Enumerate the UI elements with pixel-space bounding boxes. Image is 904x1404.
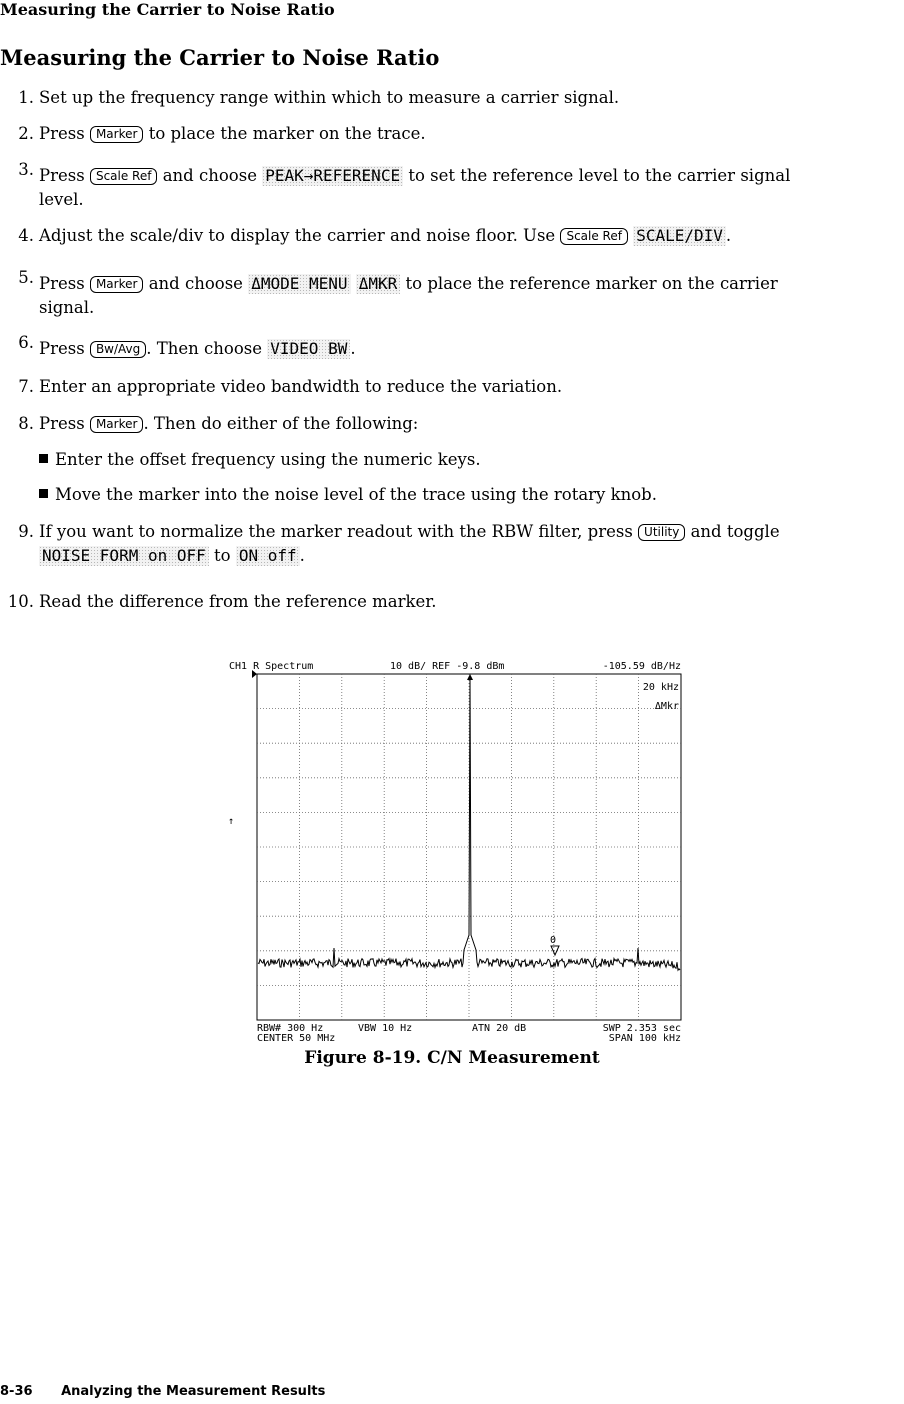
marker-hardkey: Marker: [90, 276, 143, 293]
step-9: [0, 520, 904, 568]
step-text: to: [214, 546, 231, 565]
step-text: Press: [39, 124, 85, 143]
screen-vbw: VBW 10 Hz: [358, 1023, 413, 1034]
figure-caption: Figure 8-19. C/N Measurement: [304, 1048, 600, 1068]
screen-channel-label: CH1 R Spectrum: [229, 661, 314, 672]
utility-hardkey: Utility: [638, 524, 685, 541]
step-1: [0, 86, 904, 110]
step-10: [0, 590, 904, 614]
screen-span: SPAN 100 kHz: [608, 1033, 681, 1044]
step-number: 8.: [18, 414, 34, 433]
bullet-text: Move the marker into the noise level of the trace using the rotary knob.: [55, 485, 657, 504]
step-5: [0, 268, 904, 320]
step-number: 9.: [18, 522, 34, 541]
screen-center-frequency: CENTER 50 MHz: [257, 1033, 336, 1044]
marker-hardkey: Marker: [90, 126, 143, 143]
bullet-item: [39, 448, 481, 472]
step-text: to set the reference level to the carrier signal: [408, 166, 791, 185]
step-text-continued: level.: [39, 190, 84, 209]
step-number: 5.: [18, 268, 34, 287]
section-title: Measuring the Carrier to Noise Ratio: [0, 45, 440, 70]
bw-avg-hardkey: Bw/Avg: [90, 341, 146, 358]
step-2: [0, 122, 904, 146]
step-8: [0, 412, 904, 436]
step-number: 3.: [18, 160, 34, 179]
page-footer: [0, 1384, 325, 1399]
delta-marker-number: 0: [550, 935, 557, 946]
scale-ref-hardkey: Scale Ref: [90, 168, 158, 185]
page-number: 8-36: [0, 1384, 33, 1399]
screen-scale-ref-label: 10 dB/ REF -9.8 dBm: [390, 661, 505, 672]
step-text: and toggle: [690, 522, 780, 541]
scale-ref-hardkey: Scale Ref: [560, 228, 628, 245]
footer-title: Analyzing the Measurement Results: [61, 1384, 326, 1399]
on-off-softkey: ON off: [236, 546, 300, 566]
step-text: . Then choose: [146, 339, 263, 358]
screen-attenuation: ATN 20 dB: [472, 1023, 527, 1034]
running-header: Measuring the Carrier to Noise Ratio: [0, 0, 335, 19]
step-number: 7.: [18, 377, 34, 396]
screen-sweep-time: SWP 2.353 sec: [602, 1023, 681, 1034]
reference-position-arrow-icon: ↑: [228, 816, 235, 827]
delta-mode-menu-softkey: ΔMODE MENU: [248, 274, 350, 294]
screen-marker-readout: -105.59 dB/Hz: [602, 661, 681, 672]
step-3: [0, 160, 904, 212]
step-text: to place the marker on the trace.: [148, 124, 426, 143]
step-text: to place the reference marker on the carrier: [405, 274, 778, 293]
step-text: .: [725, 226, 732, 245]
step-number: 10.: [7, 592, 34, 611]
step-text: and choose: [162, 166, 257, 185]
step-text: .: [299, 546, 305, 565]
noise-form-softkey: NOISE FORM on OFF: [39, 546, 209, 566]
step-text: If you want to normalize the marker readout with the RBW filter, press: [39, 522, 633, 541]
step-number: 2.: [18, 124, 34, 143]
step-7: [0, 375, 904, 399]
step-text: Press: [39, 414, 85, 433]
step-text: .: [350, 339, 356, 358]
screen-marker-frequency: 20 kHz: [642, 682, 679, 693]
step-text: Set up the frequency range within which to measure a carrier signal.: [39, 88, 620, 107]
step-text: Press: [39, 274, 85, 293]
bullet-square-icon: [39, 489, 48, 498]
step-4: [0, 224, 904, 248]
screen-marker-mode: ΔMkr: [654, 701, 679, 712]
screen-rbw: RBW# 300 Hz: [257, 1023, 324, 1034]
spectrum-display: [0, 650, 904, 1050]
step-text: Enter an appropriate video bandwidth to reduce the variation.: [39, 377, 563, 396]
marker-hardkey: Marker: [90, 416, 143, 433]
step-text: Adjust the scale/div to display the carrier and noise floor. Use: [39, 226, 556, 245]
step-number: 6.: [18, 333, 34, 352]
bullet-square-icon: [39, 454, 48, 463]
step-text: Read the difference from the reference marker.: [39, 592, 437, 611]
bullet-item: [39, 483, 657, 507]
bullet-text: Enter the offset frequency using the numeric keys.: [55, 450, 481, 469]
step-text: Press: [39, 339, 85, 358]
step-6: [0, 333, 904, 361]
analyzer-screen-figure: [0, 650, 904, 1050]
step-text-continued: signal.: [39, 298, 95, 317]
delta-mkr-softkey: ΔMKR: [356, 274, 401, 294]
step-text: Press: [39, 166, 85, 185]
peak-reference-softkey: PEAK→REFERENCE: [262, 166, 403, 186]
scale-div-softkey: SCALE/DIV: [633, 226, 726, 246]
step-number: 4.: [18, 226, 34, 245]
step-text: . Then do either of the following:: [143, 414, 419, 433]
video-bw-softkey: VIDEO BW: [267, 339, 350, 359]
reference-marker-icon: [467, 674, 473, 680]
step-number: 1.: [18, 88, 34, 107]
step-text: and choose: [148, 274, 243, 293]
